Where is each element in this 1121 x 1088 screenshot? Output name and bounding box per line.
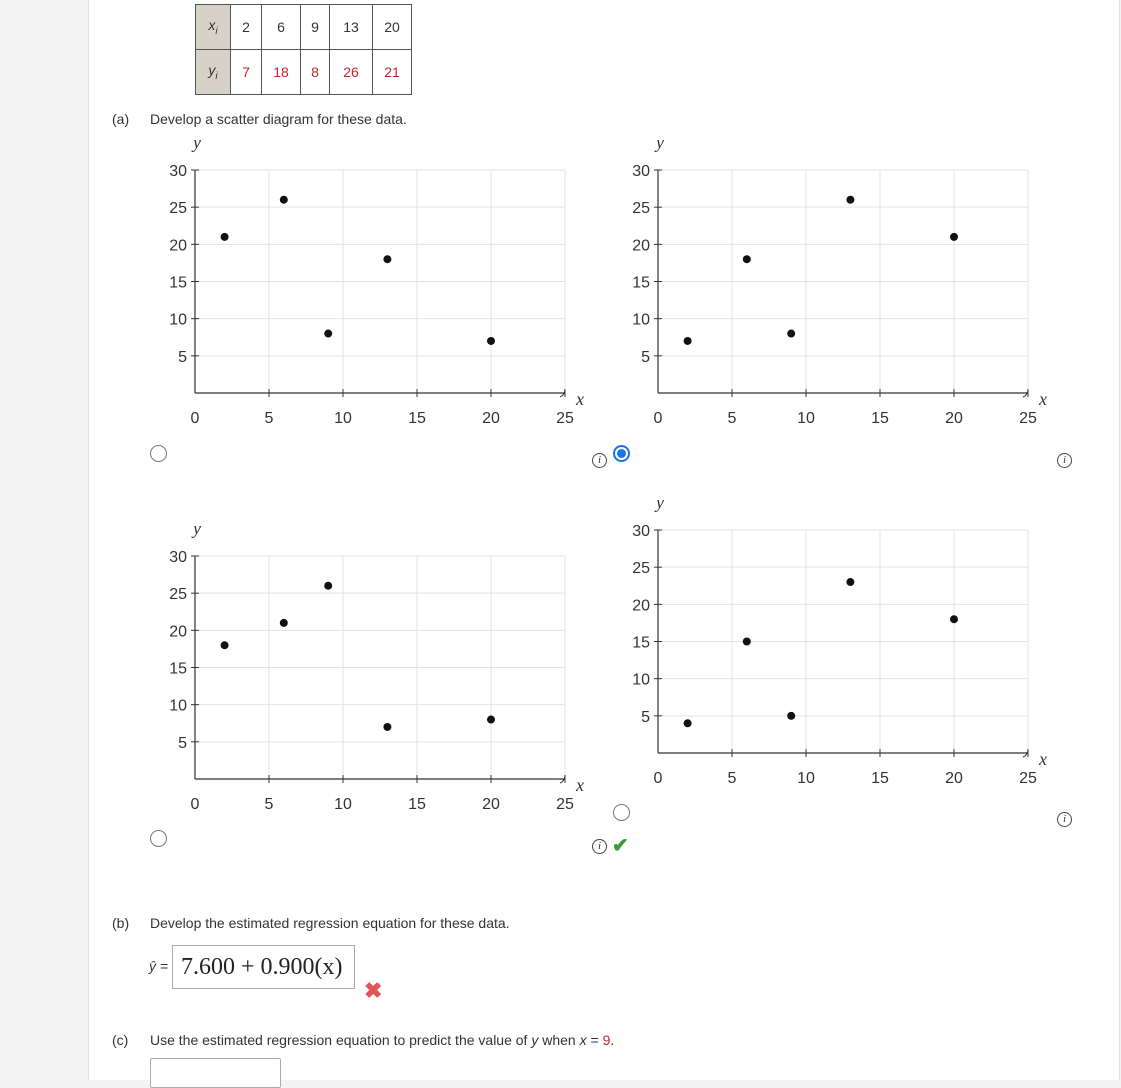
scatter-option-2	[613, 140, 1053, 440]
x-tick-label: 0	[653, 770, 663, 787]
x-tick-label: 10	[797, 770, 815, 787]
data-point	[383, 723, 391, 731]
x-value-cell: 13	[330, 5, 373, 50]
option-3-radio[interactable]	[150, 830, 167, 847]
x-value-cell: 6	[262, 5, 301, 50]
x-header: $x_i$	[196, 5, 231, 50]
y-value-cell: 26	[330, 50, 373, 95]
data-point	[684, 337, 692, 345]
x-tick-label: 15	[408, 796, 426, 813]
data-point	[280, 196, 288, 204]
x-tick-label: 15	[871, 770, 889, 787]
y-tick-label: 20	[169, 623, 187, 641]
info-icon[interactable]: i	[1057, 453, 1072, 468]
x-tick-label: 10	[334, 796, 352, 813]
x-value-cell: 20	[373, 5, 412, 50]
y-value-cell: 21	[373, 50, 412, 95]
info-icon[interactable]: i	[592, 839, 607, 854]
x-tick-label: 20	[945, 410, 963, 427]
y-tick-label: 5	[641, 708, 650, 726]
y-header: $y_i$	[196, 50, 231, 95]
y-tick-label: 5	[178, 734, 187, 752]
x-tick-label: 25	[1019, 770, 1037, 787]
y-tick-label: 20	[169, 237, 187, 255]
x-tick-label: 5	[727, 410, 737, 427]
data-table	[195, 4, 412, 95]
y-tick-label: 20	[632, 237, 650, 255]
x-tick-label: 20	[945, 770, 963, 787]
scatter-option-3	[150, 526, 590, 826]
data-point	[487, 716, 495, 724]
y-row	[196, 50, 412, 95]
y-tick-label: 10	[169, 697, 187, 715]
part-c-question: Use the estimated regression equation to predict the value of y when x = 9.	[150, 1032, 615, 1048]
data-point	[221, 233, 229, 241]
data-point	[324, 582, 332, 590]
prediction-answer-field[interactable]	[150, 1058, 281, 1088]
x-value-cell: 9	[301, 5, 330, 50]
data-point	[787, 712, 795, 720]
y-tick-label: 10	[169, 311, 187, 329]
y-value-cell: 18	[262, 50, 301, 95]
yhat-label: ŷ =	[149, 958, 169, 974]
data-point	[221, 641, 229, 649]
x-tick-label: 20	[482, 796, 500, 813]
y-tick-label: 10	[632, 311, 650, 329]
y-tick-label: 15	[169, 660, 187, 678]
x-row	[196, 5, 412, 50]
x-tick-label: 10	[797, 410, 815, 427]
y-value-cell: 7	[231, 50, 262, 95]
x-value-cell: 2	[231, 5, 262, 50]
y-tick-label: 5	[641, 348, 650, 366]
x-tick-label: 15	[408, 410, 426, 427]
data-point	[846, 196, 854, 204]
y-tick-label: 30	[169, 163, 187, 180]
y-axis-label: y	[193, 140, 201, 152]
info-icon[interactable]: i	[1057, 812, 1072, 827]
option-1-radio[interactable]	[150, 445, 167, 462]
y-tick-label: 30	[632, 523, 650, 540]
x-tick-label: 15	[871, 410, 889, 427]
x-tick-label: 5	[727, 770, 737, 787]
x-tick-label: 0	[190, 410, 200, 427]
part-a-question: Develop a scatter diagram for these data.	[150, 111, 407, 127]
data-point	[743, 638, 751, 646]
y-tick-label: 15	[632, 634, 650, 652]
x-tick-label: 25	[1019, 410, 1037, 427]
y-value-cell: 8	[301, 50, 330, 95]
data-point	[383, 255, 391, 263]
scatter-option-1	[150, 140, 590, 440]
data-point	[280, 619, 288, 627]
x-axis-label: x	[576, 389, 584, 409]
y-tick-label: 30	[169, 549, 187, 566]
regression-answer-field[interactable]: 7.600 + 0.900(x)	[172, 945, 355, 989]
y-axis-label: y	[656, 500, 664, 512]
y-tick-label: 25	[632, 560, 650, 578]
data-point	[846, 578, 854, 586]
info-icon[interactable]: i	[592, 453, 607, 468]
option-2-radio[interactable]	[613, 445, 630, 462]
x-tick-label: 10	[334, 410, 352, 427]
y-tick-label: 15	[169, 274, 187, 292]
data-point	[743, 255, 751, 263]
x-axis-label: x	[576, 775, 584, 795]
x-tick-label: 20	[482, 410, 500, 427]
y-tick-label: 25	[632, 200, 650, 218]
x-tick-label: 0	[653, 410, 663, 427]
data-point	[787, 330, 795, 338]
data-point	[684, 719, 692, 727]
y-tick-label: 10	[632, 671, 650, 689]
y-axis-label: y	[656, 140, 664, 152]
x-tick-label: 0	[190, 796, 200, 813]
option-4-radio[interactable]	[613, 804, 630, 821]
check-icon: ✔	[612, 835, 629, 857]
part-a-label: (a)	[112, 111, 130, 127]
y-axis-label: y	[193, 526, 201, 538]
y-tick-label: 15	[632, 274, 650, 292]
y-tick-label: 5	[178, 348, 187, 366]
part-b-question: Develop the estimated regression equation for these data.	[150, 915, 510, 931]
data-point	[950, 233, 958, 241]
x-tick-label: 25	[556, 796, 574, 813]
cross-icon: ✖	[364, 978, 383, 1003]
scatter-option-4	[613, 500, 1053, 800]
y-tick-label: 25	[169, 586, 187, 604]
x-tick-label: 5	[264, 796, 274, 813]
x-tick-label: 25	[556, 410, 574, 427]
y-tick-label: 20	[632, 597, 650, 615]
y-tick-label: 30	[632, 163, 650, 180]
x-tick-label: 5	[264, 410, 274, 427]
data-point	[487, 337, 495, 345]
part-c-label: (c)	[112, 1032, 129, 1048]
part-b-label: (b)	[112, 915, 130, 931]
x-axis-label: x	[1039, 389, 1047, 409]
data-point	[324, 330, 332, 338]
y-tick-label: 25	[169, 200, 187, 218]
data-point	[950, 615, 958, 623]
x-axis-label: x	[1039, 749, 1047, 769]
